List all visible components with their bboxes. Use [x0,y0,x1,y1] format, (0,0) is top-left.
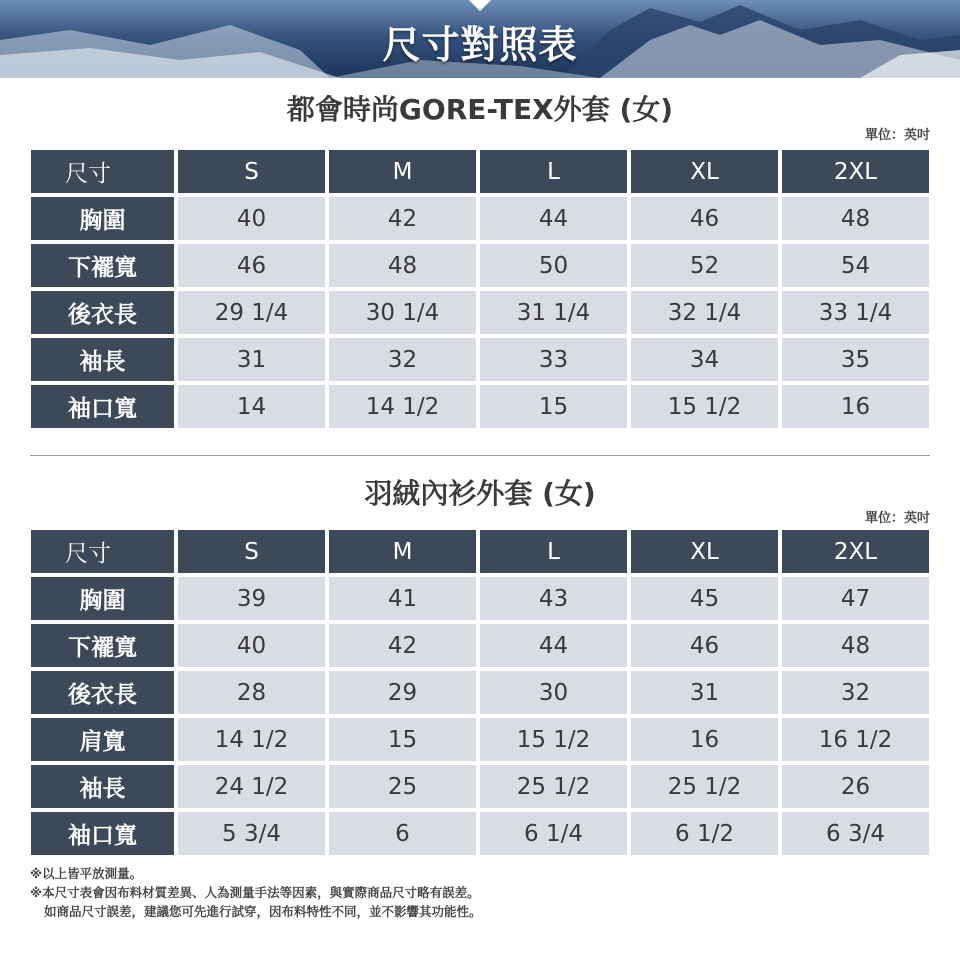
table-cell: 16 [782,385,929,428]
table-cell: 15 1/2 [631,385,778,428]
header-size-cell: M [329,530,476,573]
table-row [31,385,929,428]
header-size-cell: M [329,150,476,193]
header-size-cell: 2XL [782,530,929,573]
header-label-cell: 尺寸 [31,150,174,193]
table-row [31,197,929,240]
table-row [31,671,929,714]
header-size-cell: S [178,150,325,193]
table-cell: 33 1/4 [782,291,929,334]
header-size-cell: XL [631,530,778,573]
table-cell: 48 [782,197,929,240]
table-cell: 5 3/4 [178,812,325,855]
row-label: 下襬寬 [31,624,174,667]
header-size-cell: S [178,530,325,573]
table-cell: 25 1/2 [480,765,627,808]
table-cell: 46 [178,244,325,287]
table-row [31,812,929,855]
table-cell: 31 [631,671,778,714]
table-cell: 39 [178,577,325,620]
table-cell: 44 [480,624,627,667]
row-label: 袖口寬 [31,385,174,428]
table-1-unit: 單位：英吋 [864,128,930,143]
header-size-cell: XL [631,150,778,193]
row-label: 肩寬 [31,718,174,761]
table-cell: 32 [329,338,476,381]
table-cell: 15 1/2 [480,718,627,761]
table-cell: 42 [329,624,476,667]
table-cell: 40 [178,624,325,667]
table-cell: 45 [631,577,778,620]
table-cell: 30 [480,671,627,714]
table-1-title: 都會時尚GORE-TEX外套 (女) [286,93,674,126]
table-cell: 29 [329,671,476,714]
table-cell: 31 [178,338,325,381]
row-label: 袖長 [31,765,174,808]
table-cell: 34 [631,338,778,381]
table-row [31,291,929,334]
table-cell: 44 [480,197,627,240]
table-cell: 40 [178,197,325,240]
table-2-unit: 單位：英吋 [864,511,930,526]
row-label: 下襬寬 [31,244,174,287]
section-divider [30,455,930,456]
footnote: ※以上皆平放測量。 [30,866,143,881]
table-cell: 54 [782,244,929,287]
table-cell: 14 1/2 [329,385,476,428]
row-label: 胸圍 [31,197,174,240]
table-cell: 48 [329,244,476,287]
table-cell: 52 [631,244,778,287]
table-cell: 33 [480,338,627,381]
header-size-cell: L [480,150,627,193]
table-cell: 46 [631,197,778,240]
table-cell: 6 3/4 [782,812,929,855]
size-table-2 [27,526,933,859]
table-cell: 6 1/4 [480,812,627,855]
table-cell: 42 [329,197,476,240]
table-cell: 15 [329,718,476,761]
table-row [31,338,929,381]
table-cell: 14 [178,385,325,428]
row-label: 袖口寬 [31,812,174,855]
table-cell: 6 1/2 [631,812,778,855]
table-row [31,718,929,761]
row-label: 後衣長 [31,671,174,714]
table-cell: 6 [329,812,476,855]
table-cell: 28 [178,671,325,714]
table-cell: 31 1/4 [480,291,627,334]
table-cell: 25 [329,765,476,808]
size-table-1 [27,146,933,432]
table-cell: 16 1/2 [782,718,929,761]
row-label: 袖長 [31,338,174,381]
table-cell: 30 1/4 [329,291,476,334]
table-cell: 43 [480,577,627,620]
table-row [31,765,929,808]
table-cell: 46 [631,624,778,667]
table-row [31,244,929,287]
table-row [31,577,929,620]
table-row [31,624,929,667]
row-label: 後衣長 [31,291,174,334]
footnotes [30,864,482,921]
table-cell: 48 [782,624,929,667]
table-cell: 32 [782,671,929,714]
header-label-cell: 尺寸 [31,530,174,573]
table-cell: 32 1/4 [631,291,778,334]
table-cell: 26 [782,765,929,808]
header-size-cell: L [480,530,627,573]
table-cell: 29 1/4 [178,291,325,334]
table-cell: 24 1/2 [178,765,325,808]
table-2-title: 羽絨內衫外套 (女) [364,477,596,510]
table-cell: 47 [782,577,929,620]
table-cell: 16 [631,718,778,761]
header-size-cell: 2XL [782,150,929,193]
header-banner [0,0,960,78]
page-title: 尺寸對照表 [382,23,578,67]
row-label: 胸圍 [31,577,174,620]
table-cell: 15 [480,385,627,428]
banner-notch [469,0,491,11]
table-cell: 41 [329,577,476,620]
footnote: 如商品尺寸誤差，建議您可先進行試穿，因布料特性不同，並不影響其功能性。 [44,904,482,919]
footnote: ※本尺寸表會因布料材質差異、人為測量手法等因素，與實際商品尺寸略有誤差。 [30,885,480,900]
table-cell: 25 1/2 [631,765,778,808]
table-cell: 50 [480,244,627,287]
table-cell: 14 1/2 [178,718,325,761]
table-cell: 35 [782,338,929,381]
table-header-row [31,150,929,193]
table-header-row [31,530,929,573]
